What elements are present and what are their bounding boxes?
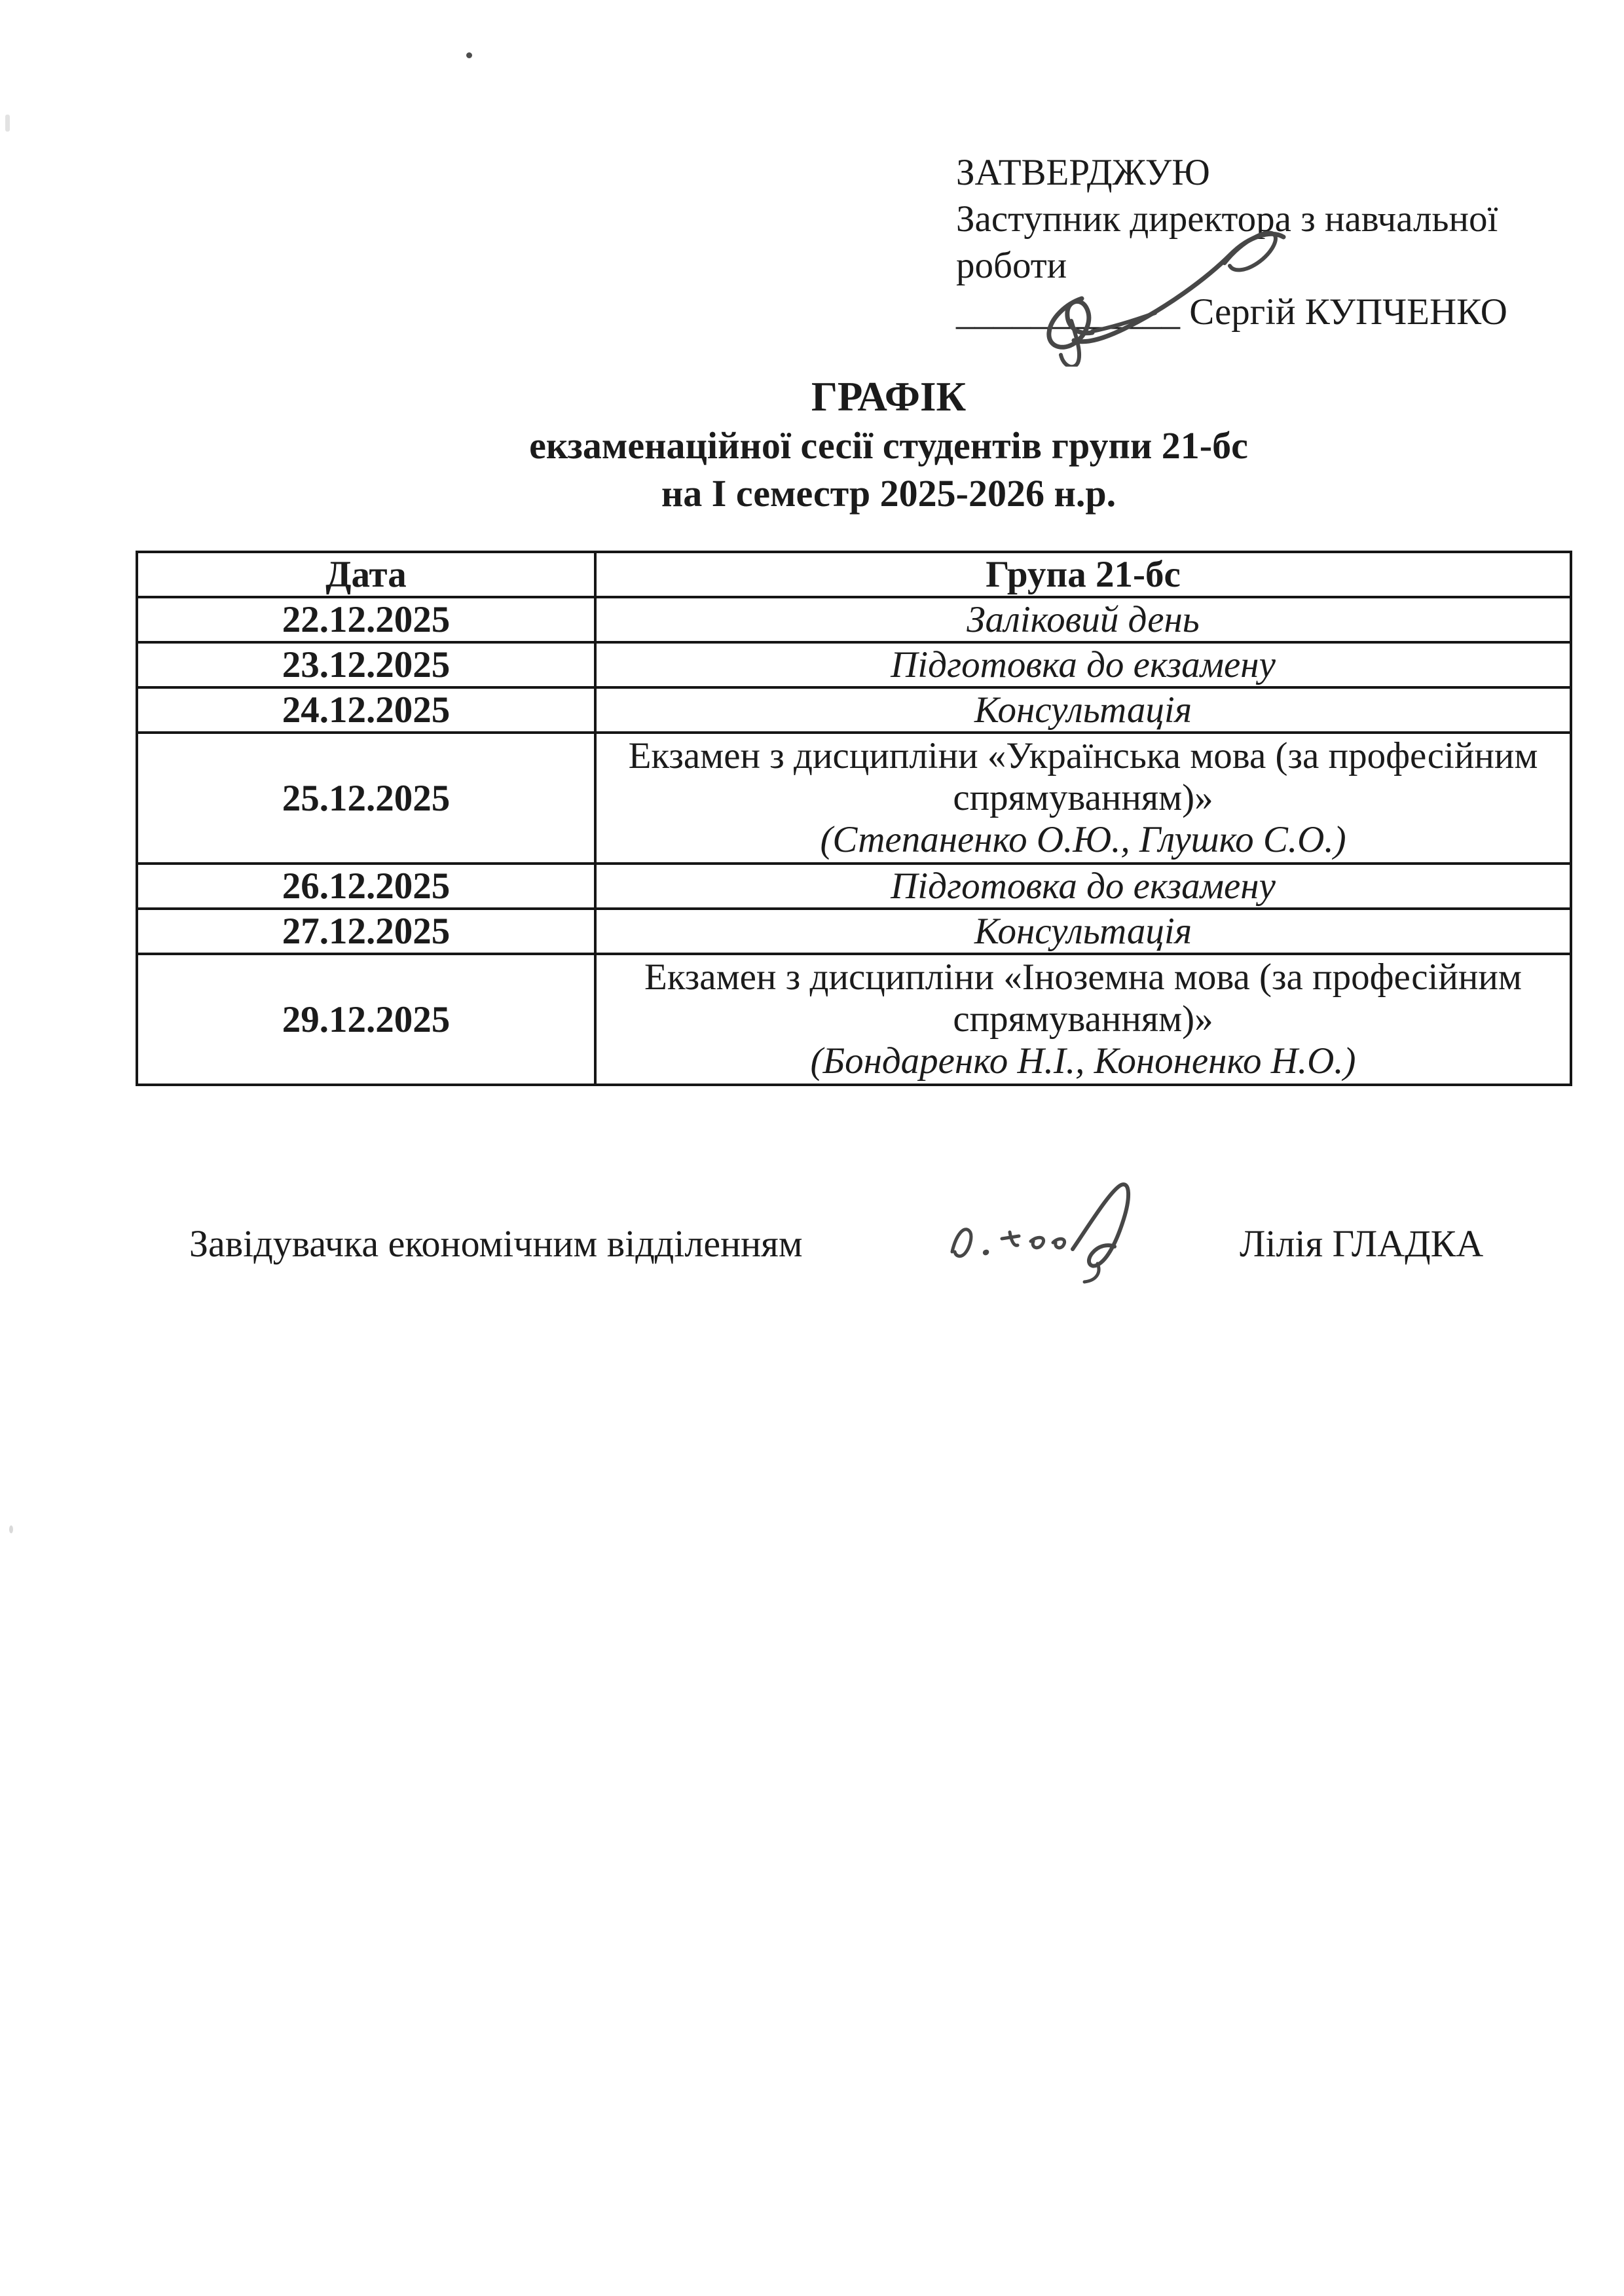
date-cell: 29.12.2025 <box>137 954 595 1085</box>
table-row <box>137 597 1571 642</box>
document-subtitle-2: на І семестр 2025-2026 н.р. <box>661 472 1116 515</box>
activity-cell: Заліковий день <box>595 597 1571 642</box>
activity-cell: Підготовка до екзамену <box>595 642 1571 687</box>
column-header-group: Група 21-бс <box>595 552 1571 597</box>
date-cell: 22.12.2025 <box>137 597 595 642</box>
exam-schedule-table <box>136 551 1572 1086</box>
table-row <box>137 864 1571 909</box>
scan-speck <box>9 1525 13 1533</box>
exam-subject: Екзамен з дисципліни «Іноземна мова (за професійним спрямуванням)» <box>644 957 1522 1040</box>
head-handwritten-signature <box>936 1178 1205 1290</box>
scan-speck <box>466 52 472 58</box>
activity-cell: Підготовка до екзамену <box>595 864 1571 909</box>
activity-cell: Консультація <box>595 909 1571 954</box>
approval-signature-row <box>956 289 1611 335</box>
exam-teachers: (Степаненко О.Ю., Глушко С.О.) <box>820 819 1346 860</box>
table-row <box>137 909 1571 954</box>
table-row <box>137 954 1571 1085</box>
exam-teachers: (Бондаренко Н.І., Кононенко Н.О.) <box>810 1040 1356 1082</box>
date-cell: 27.12.2025 <box>137 909 595 954</box>
table-row <box>137 687 1571 733</box>
exam-subject: Екзамен з дисципліни «Українська мова (за професійним спрямуванням)» <box>628 735 1538 818</box>
table-row <box>137 733 1571 864</box>
table-header-row <box>137 552 1571 597</box>
date-cell: 24.12.2025 <box>137 687 595 733</box>
approver-position-line1: Заступник директора з навчальної <box>956 198 1498 240</box>
date-cell: 25.12.2025 <box>137 733 595 864</box>
signer-name: Лілія ГЛАДКА <box>1240 1222 1484 1265</box>
signer-position: Завідувачка економічним відділенням <box>189 1222 803 1265</box>
approver-position-line2: роботи <box>956 245 1067 286</box>
approver-name: Сергій КУПЧЕНКО <box>1189 291 1507 333</box>
table-row <box>137 642 1571 687</box>
date-cell: 26.12.2025 <box>137 864 595 909</box>
scan-speck <box>5 115 10 132</box>
document-title: ГРАФІК <box>811 374 967 420</box>
activity-cell <box>595 954 1571 1085</box>
activity-cell: Консультація <box>595 687 1571 733</box>
approval-word: ЗАТВЕРДЖУЮ <box>956 152 1210 193</box>
document-subtitle-1: екзаменаційної сесії студентів групи 21-бс <box>529 424 1248 467</box>
title-block <box>153 372 1624 517</box>
approval-block <box>956 149 1611 335</box>
column-header-date: Дата <box>137 552 595 597</box>
signature-line: ____________ <box>956 291 1180 333</box>
activity-cell <box>595 733 1571 864</box>
date-cell: 23.12.2025 <box>137 642 595 687</box>
